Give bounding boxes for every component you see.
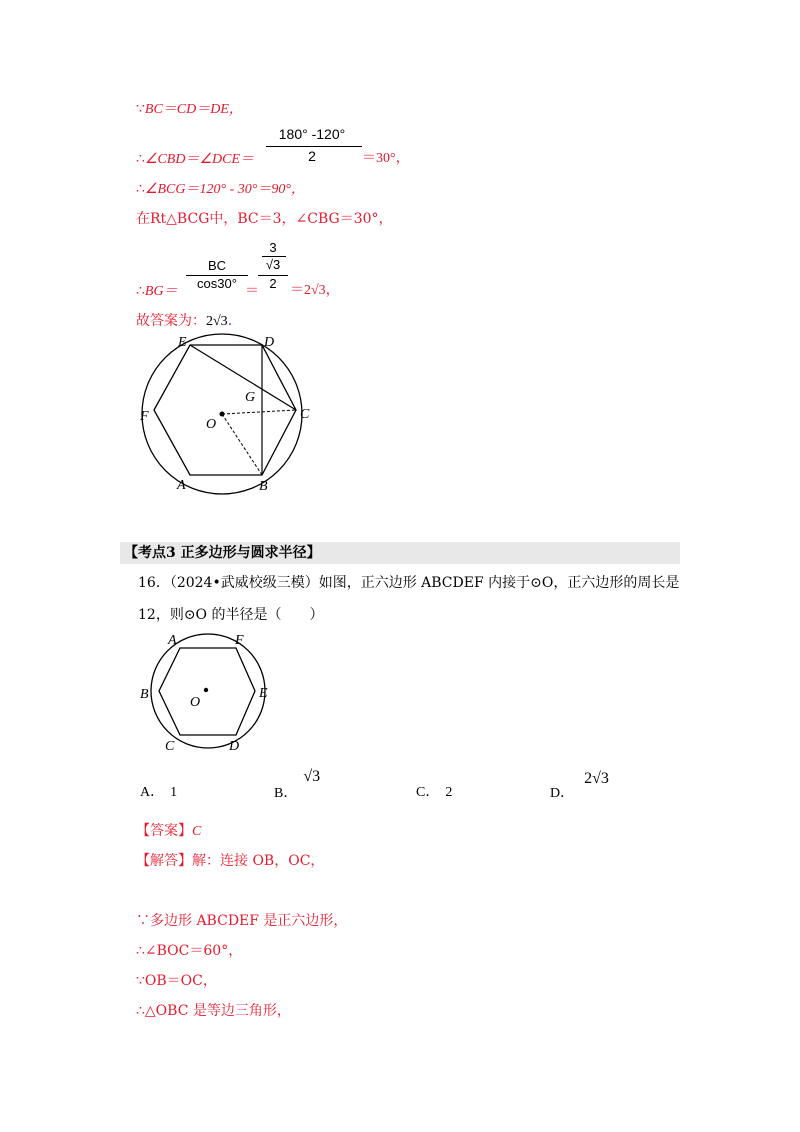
analysis-line-2: ∴∠BOC＝60°， (136, 943, 243, 959)
option-value: 1 (170, 785, 178, 800)
fraction2-denominator: 2 (269, 276, 277, 291)
analysis-line-3: ∵OB＝OC， (136, 973, 217, 989)
label-C: C (300, 407, 310, 422)
question-16-line-1: 16．（2024•武威校级三模）如图，正六边形 ABCDEF 内接于⊙O，正六边形的周长是 (138, 575, 680, 591)
option-C[interactable] (416, 784, 452, 802)
option-A[interactable] (140, 784, 177, 802)
line-lhs: ∠CBD＝∠DCE＝ (144, 152, 255, 167)
question-16-line-2: 12，则⊙O 的半径是（ ） (138, 607, 324, 623)
answer-line (136, 822, 201, 841)
label-E: E (178, 335, 187, 350)
analysis-line-4: ∴△OBC 是等边三角形， (136, 1003, 291, 1019)
fraction1-numerator: BC (207, 258, 227, 273)
analysis-line-1: ∵多边形 ABCDEF 是正六边形， (136, 913, 348, 929)
circle (151, 634, 265, 748)
line-rhs: ＝2√3， (290, 283, 340, 298)
fraction-numerator: 180° -120° (278, 126, 346, 142)
label-A: A (168, 633, 177, 648)
label-E: E (259, 686, 268, 701)
line-text: ∠BCG＝120° - 30°＝90°， (144, 182, 305, 197)
fraction-denominator: 2 (308, 148, 316, 164)
option-value: √3 (303, 768, 321, 785)
analysis-line (136, 852, 324, 870)
answer-prefix: 故答案为： (136, 313, 206, 329)
option-B[interactable] (274, 768, 321, 803)
line-rhs: ＝30°， (362, 151, 410, 166)
fraction1-denominator: cos30° (197, 276, 237, 291)
therefore-symbol: ∴ (136, 283, 145, 299)
label-F: F (235, 633, 244, 648)
analysis-text: 解：连接 OB，OC， (192, 853, 325, 869)
therefore-symbol: ∴ (136, 151, 145, 167)
solution-line-4: 在Rt△BCG中，BC＝3，∠CBG＝30°， (136, 211, 393, 227)
option-letter: A． (140, 785, 165, 800)
line-lhs: BG＝ (144, 284, 178, 299)
label-B: B (259, 479, 268, 494)
answer-tag: 【答案】 (136, 823, 192, 839)
fraction2-numerator-bottom: √3 (265, 257, 281, 272)
line-text: BC＝CD＝DE， (144, 102, 243, 117)
option-letter: D． (550, 786, 575, 801)
fraction2-numerator-top: 3 (269, 240, 277, 255)
label-O: O (190, 695, 201, 710)
label-F: F (140, 409, 149, 424)
option-letter: C． (416, 785, 440, 800)
label-A: A (177, 478, 186, 493)
therefore-symbol: ∴ (136, 181, 145, 197)
equals-sign: ＝ (245, 282, 259, 298)
label-D: D (264, 335, 275, 350)
section-header: 【考点3 正多边形与圆求半径】 (120, 542, 680, 564)
answer-value: C (192, 824, 202, 839)
label-G: G (245, 390, 256, 405)
option-D[interactable] (550, 770, 609, 803)
label-O: O (206, 417, 217, 432)
answer-value: 2√3 (206, 314, 228, 329)
option-value: 2√3 (584, 770, 609, 787)
center-dot (204, 688, 208, 692)
analysis-tag: 【解答】 (136, 853, 192, 869)
label-C: C (165, 739, 175, 754)
label-B: B (140, 687, 149, 702)
label-D: D (229, 739, 240, 754)
because-symbol: ∵ (136, 101, 145, 117)
answer-end: . (227, 313, 233, 329)
option-value: 2 (445, 785, 453, 800)
option-letter: B． (274, 786, 298, 801)
